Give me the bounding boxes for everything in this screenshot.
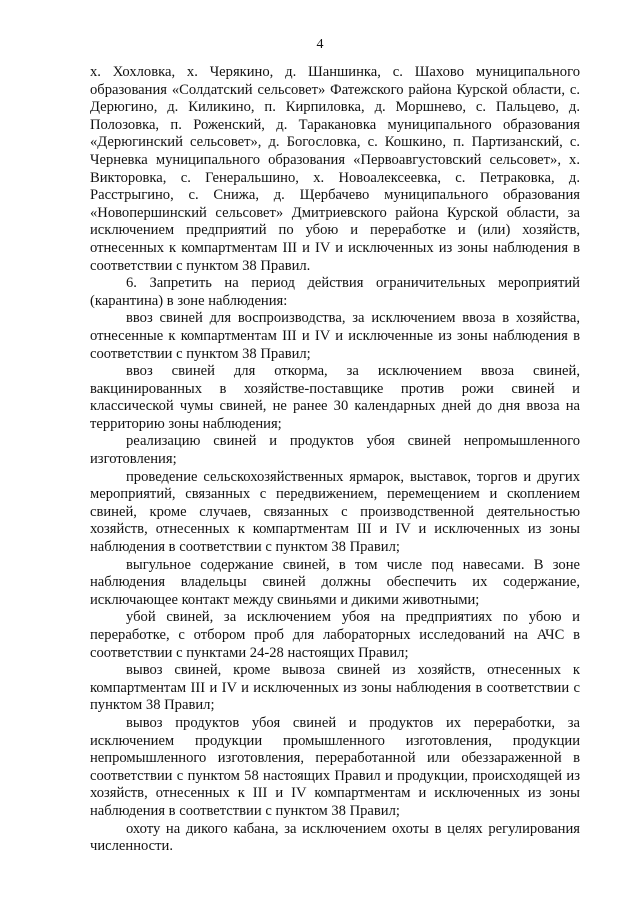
document-body — [90, 64, 580, 856]
paragraph-ban-sale: реализацию свиней и продуктов убоя свиней непромышленного изготовления; — [90, 433, 580, 468]
paragraph-settlements-list: х. Хохловка, х. Черякино, д. Шаншинка, с. Шахово муниципального образования «Солдатский сельсовет» Фатежского района Курской области, с. Дерюгино, д. Киликино, п. Кирпиловка, д. Моршнево, с. Пальцево, д. Полозовка, п. Роженский, д. Тараканoвка муниципального образования «Дерюгинский сельсовет», д. Богословка, с. Кошкино, п. Партизанский, с. Черневка муниципального образования «Первоавгустовский сельсовет», х. Викторовка, с. Генеральшино, х. Новоалексеевка, с. Петраковка, д. Расстрыгино, с. Снижа, д. Щербачево муниципального образования «Новопершинский сельсовет» Дмитриевского района Курской области, за исключением предприятий по убою и переработке и (или) хозяйств, отнесенных к компартментам III и IV и исключенных из зоны наблюдения в соответствии с пунктом 38 Правил. — [90, 64, 580, 274]
paragraph-ban-product-export: вывоз продуктов убоя свиней и продуктов их переработки, за исключением продукции промышленного изготовления, продукции непромышленного изготовления, переработанной или обеззараженной в соответствии с пунктом 58 настоящих Правил и продукции, происходящей из хозяйств, отнесенных к III и IV компартментам и исключенных из зоны наблюдения в соответствии с пунктом 38 Правил; — [90, 714, 580, 819]
paragraph-ban-breeding-import: ввоз свиней для воспроизводства, за исключением ввоза в хозяйства, отнесенные к компартментам III и IV и исключенные из зоны наблюдения в соответствии с пунктом 38 Правил; — [90, 310, 580, 362]
paragraph-ban-fattening-import: ввоз свиней для откорма, за исключением ввоза свиней, вакцинированных в хозяйстве-поставщике против рожи свиней и классической чумы свиней, не ранее 30 календарных дней до дня ввоза на территорию зоны наблюдения; — [90, 363, 580, 432]
paragraph-ban-hunting: охоту на дикого кабана, за исключением охоты в целях регулирования численности. — [90, 820, 580, 855]
paragraph-ban-pig-export: вывоз свиней, кроме вывоза свиней из хозяйств, отнесенных к компартментам III и IV и исключенных из зоны наблюдения в соответствии с пунктом 38 Правил; — [90, 662, 580, 714]
paragraph-item-6: 6. Запретить на период действия ограничительных мероприятий (карантина) в зоне наблюдения: — [90, 275, 580, 309]
paragraph-ban-slaughter: убой свиней, за исключением убоя на предприятиях по убою и переработке, с отбором проб для лабораторных исследований на АЧС в соответствии с пунктами 24-28 настоящих Правил; — [90, 609, 580, 661]
paragraph-ban-fairs: проведение сельскохозяйственных ярмарок, выставок, торгов и других мероприятий, связанных с передвижением, перемещением и скоплением свиней, кроме случаев, связанных с производственной деятельностью хозяйств, отнесенных к компартментам III и IV и исключенных из зоны наблюдения в соответствии с пунктом 38 Правил; — [90, 468, 580, 556]
page-number: 4 — [316, 37, 324, 52]
paragraph-ban-free-range: выгульное содержание свиней, в том числе под навесами. В зоне наблюдения владельцы свиней должны обеспечить их содержание, исключающее контакт между свиньями и дикими животными; — [90, 556, 580, 608]
